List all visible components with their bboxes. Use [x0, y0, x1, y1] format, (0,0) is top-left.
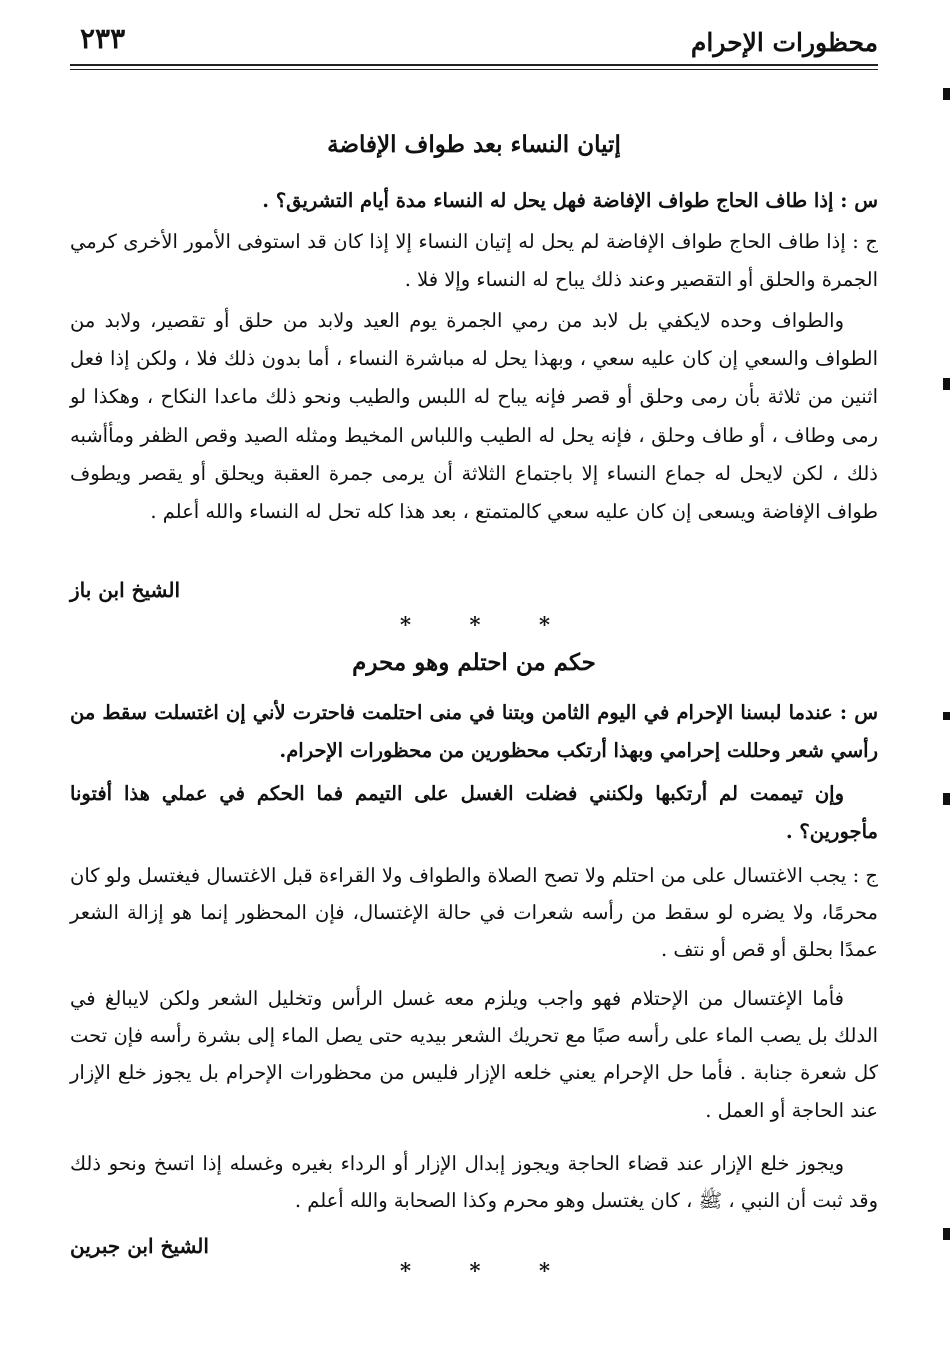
question-text: وإن تيممت لم أرتكبها ولكنني فضلت الغسل على التيمم فما الحكم في عملي هذا أفتونا مأجورين؟ . [70, 782, 878, 844]
scholar-signature: الشيخ ابن باز [70, 578, 181, 602]
section-title: حكم من احتلم وهو محرم [352, 649, 596, 676]
answer-paragraph: فأما الإغتسال من الإحتلام فهو واجب ويلزم معه غسل الرأس وتخليل الشعر ولكن لايبالغ في الدلك بل يصب الماء على رأسه صبًا مع تحريك الشعر بيديه حتى يصل الماء إلى بشرة رأسه فإن تحت كل شعرة جنابة . فأما حل الإحرام يعني خلعه الإزار فليس من محظورات الإحرام بل يجوز خلع الإزار عند الحاجة أو العمل . [70, 987, 878, 1122]
running-header [70, 18, 878, 64]
scholar-signature: الشيخ ابن جبرين [70, 1234, 209, 1258]
margin-mark [943, 88, 950, 100]
chapter-title: محظورات الإحرام [690, 28, 878, 57]
answer-paragraph: والطواف وحده لايكفي بل لابد من رمي الجمرة يوم العيد ولابد من حلق أو تقصير، ولابد من الطواف والسعي إن كان عليه سعي ، وبهذا يحل له مباشرة النساء ، أما بدون ذلك فلا ، ولكن إذا فعل اثنين من ثلاثة بأن رمى وحلق أو قصر فإنه يباح له اللبس والطيب ونحو ذلك ماعدا النكاح ، وهكذا لو رمى وطاف ، أو طاف وحلق ، فإنه يحل له الطيب واللباس المخيط ومثله الصيد وقص الظفر ومأأشبه ذلك ، لكن لايحل له جماع النساء إلا باجتماع الثلاثة أن يرمى جمرة العقبة ويحلق أو يقصر ويطوف طواف الإفاضة ويسعى إن كان عليه سعي كالمتمتع ، بعد هذا كله تحل له النساء والله أعلم . [70, 309, 878, 524]
answer-paragraph: ج : يجب الاغتسال على من احتلم ولا تصح الصلاة والطواف ولا القراءة قبل الاغتسال فيغتسل ولو كان محرمًا، ولا يضره لو سقط من رأسه شعرات في حالة الإغتسال، فإن المحظور إنما هو إزالة الشعر عمدًا بحلق أو قص أو نتف . [70, 864, 878, 962]
separator-star: * [400, 612, 411, 637]
answer-paragraph: ويجوز خلع الإزار عند قضاء الحاجة ويجوز إبدال الإزار أو الرداء بغيره وغسله إذا اتسخ ونحو ذلك وقد ثبت أن النبي ، ﷺ ، كان يغتسل وهو محرم وكذا الصحابة والله أعلم . [70, 1152, 878, 1213]
answer-paragraph: ج : إذا طاف الحاج طواف الإفاضة لم يحل له إتيان النساء إلا إذا كان قد استوفى الأمور الأخرى كرمي الجمرة والحلق أو التقصير وعند ذلك يباح له النساء وإلا فلا . [70, 230, 878, 292]
question-text: س : إذا طاف الحاج طواف الإفاضة فهل يحل له النساء مدة أيام التشريق؟ . [262, 189, 878, 212]
margin-mark [943, 378, 950, 390]
page-number: ٢٣٣ [80, 22, 126, 55]
separator-star: * [469, 1258, 481, 1283]
separator-star: * [469, 612, 481, 637]
section-separator [400, 612, 550, 637]
margin-mark [943, 712, 950, 720]
separator-star: * [400, 1258, 411, 1283]
header-rule [70, 64, 878, 66]
header-rule-thin [70, 69, 878, 70]
separator-star: * [539, 1258, 550, 1283]
section-separator [400, 1258, 550, 1283]
separator-star: * [539, 612, 550, 637]
question-text: س : عندما لبسنا الإحرام في اليوم الثامن وبتنا في منى احتلمت فاحترت لأني إن اغتسلت سقط من رأسي شعر وحللت إحرامي وبهذا أرتكب محظورين من محظورات الإحرام. [70, 701, 878, 763]
section-title: إتيان النساء بعد طواف الإفاضة [327, 131, 621, 158]
margin-mark [943, 1228, 950, 1240]
margin-mark [943, 793, 950, 805]
